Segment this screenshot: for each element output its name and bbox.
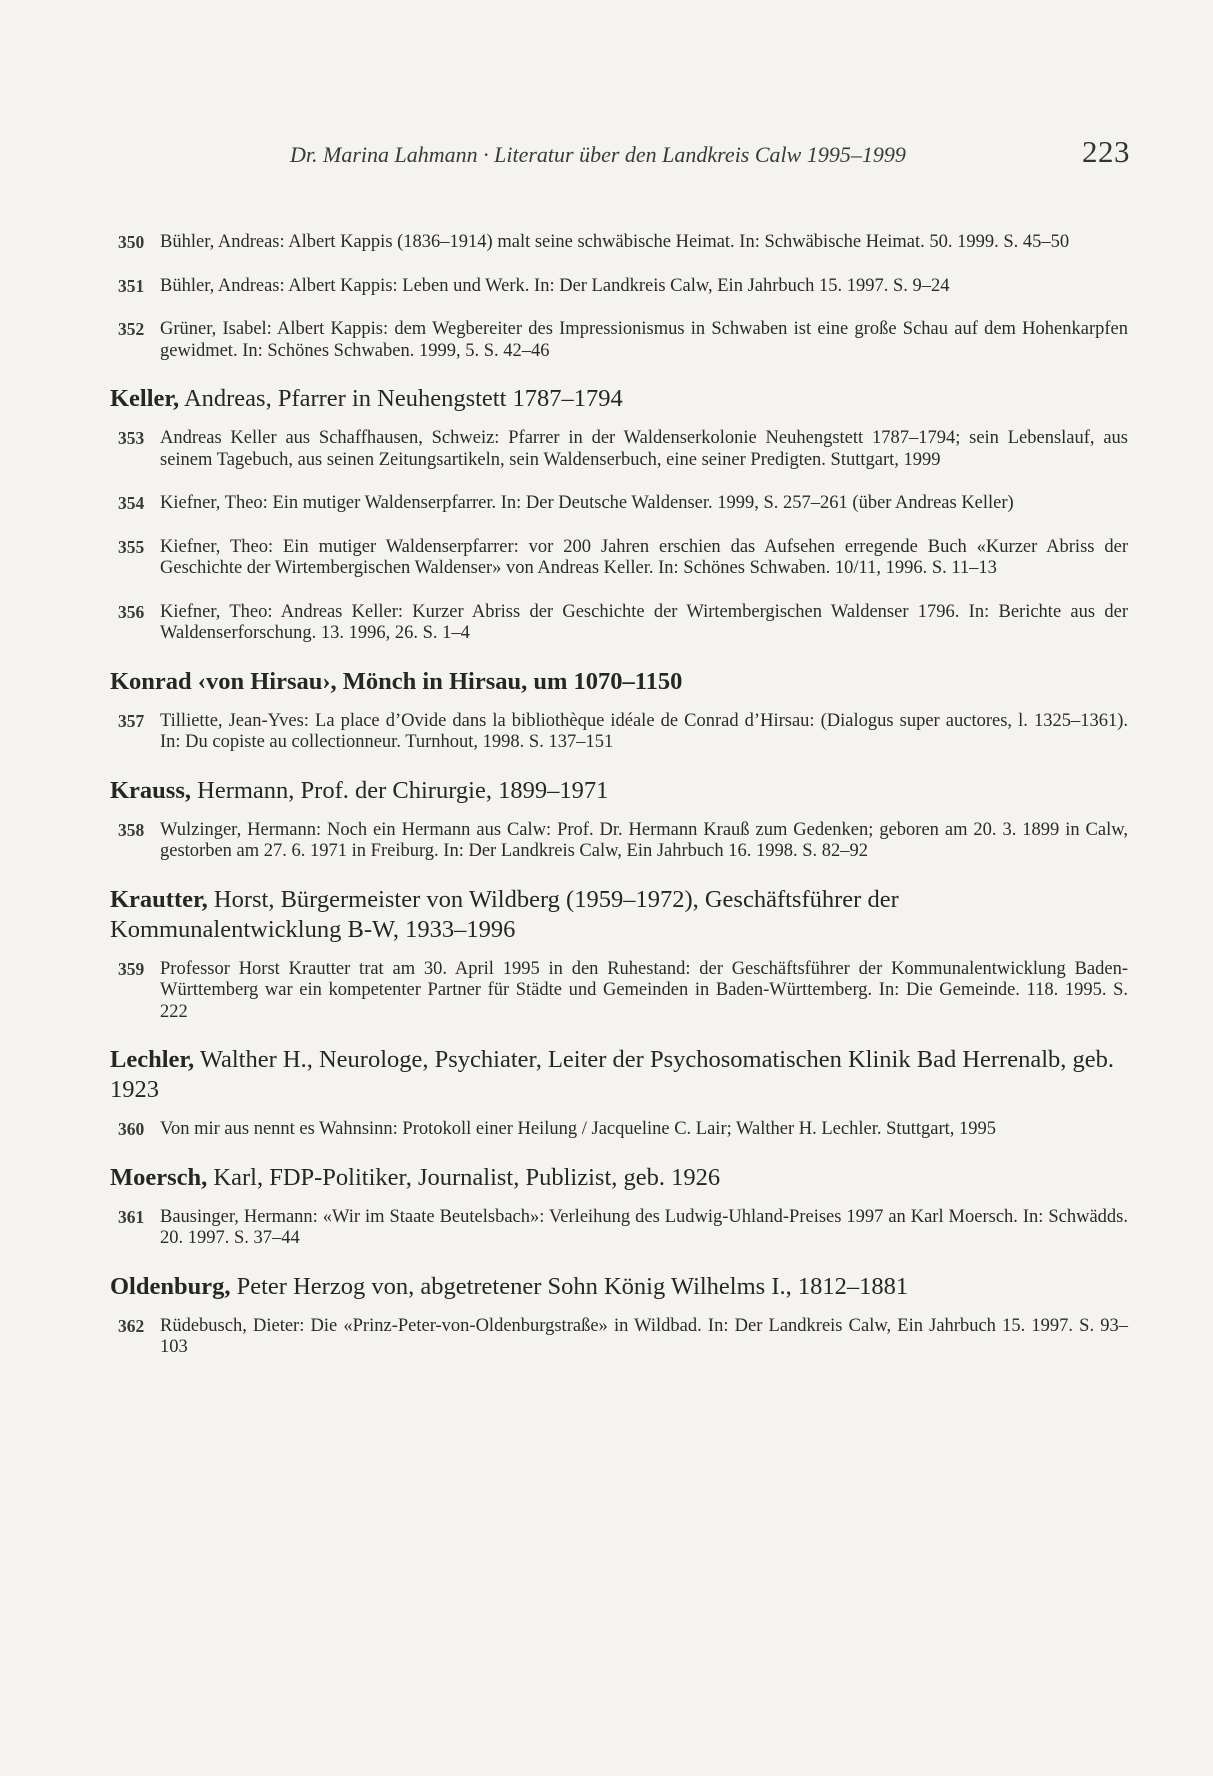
- bibliography-entry: [118, 428, 1130, 471]
- bibliography-entry: [118, 276, 1130, 298]
- entry-citation: Bühler, Andreas: Albert Kappis: Leben und Werk. In: Der Landkreis Calw, Ein Jahrbuch 15. 1997. S. 9–24: [160, 275, 950, 296]
- bibliography-entry: [118, 820, 1130, 863]
- person-surname: Konrad ‹von Hirsau›, Mönch in Hirsau, um 1070–1150: [110, 667, 683, 695]
- person-heading: [110, 885, 1130, 945]
- bibliography-entry: [118, 1316, 1130, 1359]
- person-heading: [110, 1272, 1130, 1302]
- bibliography-entry: [118, 232, 1130, 254]
- bibliography-entry: [118, 1119, 1130, 1141]
- person-surname: Moersch,: [110, 1163, 208, 1191]
- entry-citation: Andreas Keller aus Schaffhausen, Schweiz: Pfarrer in der Waldenserkolonie Neuhengstett 1787–1794; sein Lebenslauf, aus seinem Tagebuch, aus seinen Zeitungsartikeln, sein Waldenserbuch, eine seiner Predigten. Stuttgart, 1999: [160, 428, 1128, 470]
- entry-number: 354: [118, 493, 145, 513]
- running-header: [290, 134, 1130, 170]
- person-heading: [110, 1163, 1130, 1193]
- person-description: Peter Herzog von, abgetretener Sohn König Wilhelms I., 1812–1881: [230, 1272, 909, 1300]
- person-description: Walther H., Neurologe, Psychiater, Leiter der Psychosomatischen Klinik Bad Herrenalb, geb. 1923: [110, 1046, 1115, 1103]
- bibliography-entry: [118, 1207, 1130, 1250]
- entry-citation: Wulzinger, Hermann: Noch ein Hermann aus Calw: Prof. Dr. Hermann Krauß zum Gedenken; geboren am 20. 3. 1899 in Calw, gestorben am 27. 6. 1971 in Freiburg. In: Der Landkreis Calw, Ein Jahrbuch 16. 1998. S. 82–92: [160, 819, 1128, 861]
- running-title: Dr. Marina Lahmann · Literatur über den Landkreis Calw 1995–1999: [290, 142, 906, 167]
- entry-citation: Tilliette, Jean-Yves: La place d’Ovide dans la bibliothèque idéale de Conrad d’Hirsau: (Dialogus super auctores, l. 1325–1361). In: Du copiste au collectionneur. Turnhout, 1998. S. 137–151: [160, 710, 1128, 752]
- entry-number: 357: [118, 710, 145, 731]
- bibliography-entry: [118, 319, 1130, 362]
- bibliography-entry: [118, 711, 1130, 754]
- entry-number: 352: [118, 319, 145, 339]
- bibliography-list: [104, 232, 1130, 1381]
- entry-number: 358: [118, 819, 145, 840]
- bibliography-entry: [118, 537, 1130, 580]
- bibliography-entry: [118, 602, 1130, 645]
- person-surname: Lechler,: [110, 1046, 195, 1073]
- bibliography-entry: [118, 493, 1130, 515]
- entry-citation: Kiefner, Theo: Ein mutiger Waldenserpfarrer. In: Der Deutsche Waldenser. 1999, S. 257–261 (über Andreas Keller): [160, 493, 1014, 513]
- entry-number: 355: [118, 536, 145, 557]
- person-heading: [110, 667, 1130, 697]
- entry-number: 353: [118, 428, 145, 448]
- person-surname: Krautter,: [110, 885, 208, 913]
- bibliography-entry: [118, 959, 1130, 1024]
- entry-number: 359: [118, 958, 145, 979]
- person-description: Karl, FDP-Politiker, Journalist, Publizist, geb. 1926: [207, 1163, 721, 1191]
- person-heading: [110, 776, 1130, 806]
- entry-citation: Kiefner, Theo: Andreas Keller: Kurzer Abriss der Geschichte der Wirtembergischen Waldenser 1796. In: Berichte aus der Waldenserforschung. 13. 1996, 26. S. 1–4: [160, 601, 1128, 643]
- entry-number: 360: [118, 1119, 145, 1139]
- person-surname: Oldenburg,: [110, 1272, 231, 1300]
- page-number: 223: [1082, 134, 1130, 169]
- entry-citation: Rüdebusch, Dieter: Die «Prinz-Peter-von-Oldenburgstraße» in Wildbad. In: Der Landkreis Calw, Ein Jahrbuch 15. 1997. S. 93–103: [160, 1315, 1128, 1357]
- entry-number: 351: [118, 275, 145, 296]
- entry-number: 362: [118, 1315, 145, 1336]
- entry-number: 356: [118, 601, 145, 622]
- person-surname: Keller,: [110, 385, 180, 412]
- person-heading: [110, 1045, 1130, 1105]
- entry-number: 361: [118, 1206, 145, 1227]
- entry-citation: Von mir aus nennt es Wahnsinn: Protokoll einer Heilung / Jacqueline C. Lair; Walther H. Lechler. Stuttgart, 1995: [160, 1119, 997, 1139]
- entry-citation: Grüner, Isabel: Albert Kappis: dem Wegbereiter des Impressionismus in Schwaben ist eine große Schau auf dem Hohenkarpfen gewidmet. In: Schönes Schwaben. 1999, 5. S. 42–46: [160, 319, 1128, 361]
- person-description: Hermann, Prof. der Chirurgie, 1899–1971: [191, 776, 609, 804]
- person-surname: Krauss,: [110, 776, 192, 804]
- entry-citation: Bausinger, Hermann: «Wir im Staate Beutelsbach»: Verleihung des Ludwig-Uhland-Preises 1997 an Karl Moersch. In: Schwädds. 20. 1997. S. 37–44: [160, 1206, 1128, 1248]
- person-description: Andreas, Pfarrer in Neuhengstett 1787–1794: [179, 385, 623, 412]
- entry-citation: Bühler, Andreas: Albert Kappis (1836–1914) malt seine schwäbische Heimat. In: Schwäbische Heimat. 50. 1999. S. 45–50: [160, 232, 1070, 252]
- entry-citation: Kiefner, Theo: Ein mutiger Waldenserpfarrer: vor 200 Jahren erschien das Aufsehen erregende Buch «Kurzer Abriss der Geschichte der Wirtembergischen Waldenser» von Andreas Keller. In: Schönes Schwaben. 10/11, 1996. S. 11–13: [160, 536, 1128, 578]
- entry-citation: Professor Horst Krautter trat am 30. April 1995 in den Ruhestand: der Geschäftsführer der Kommunalentwicklung Baden-Württemberg war ein kompetenter Partner für Städte und Gemeinden in Baden-Württemberg. In: Die Gemeinde. 118. 1995. S. 222: [160, 958, 1128, 1022]
- person-description: Horst, Bürgermeister von Wildberg (1959–1972), Geschäftsführer der Kommunalentwicklung B-W, 1933–1996: [110, 885, 899, 943]
- entry-number: 350: [118, 232, 145, 252]
- person-heading: [110, 384, 1130, 414]
